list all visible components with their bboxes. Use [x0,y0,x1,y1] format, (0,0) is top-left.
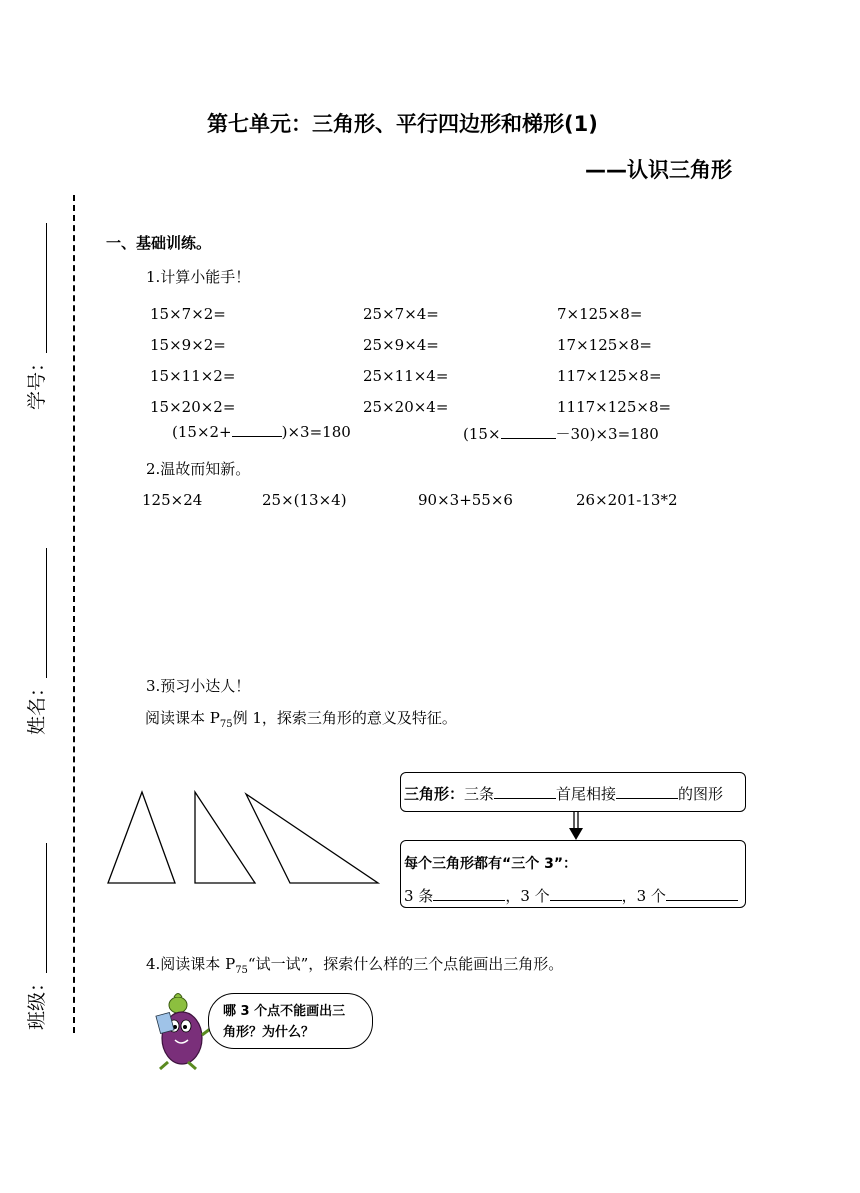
review-item: 90×3+55×6 [418,491,513,509]
calc-item: 15×11×2= [150,367,236,385]
class-label: 班级： [26,972,48,1030]
fill-in-equation-b: (15× －30)×3=180 [463,425,659,443]
student-id-line [30,223,47,353]
review-item: 125×24 [142,491,203,509]
question-1-label: 1.计算小能手！ [146,268,251,286]
acute-triangle [108,792,175,883]
student-id-label: 学号： [26,352,48,410]
calc-item: 25×20×4= [363,398,449,416]
calc-item: 25×11×4= [363,367,449,385]
calc-column-3 [557,299,671,423]
answer-blank[interactable] [666,888,738,901]
page-title: 第七单元：三角形、平行四边形和梯形(1) [207,112,598,136]
question-3-description: 阅读课本 $P_{75}$例 1，探索三角形的意义及特征。 [145,709,457,730]
answer-blank[interactable] [433,888,505,901]
calc-item: 25×9×4= [363,336,439,354]
question-3-label: 3.预习小达人！ [146,677,251,695]
calc-item: 15×20×2= [150,398,236,416]
student-id-field[interactable] [22,223,49,410]
review-item: 26×201-13*2 [576,491,678,509]
binding-line [73,195,75,1033]
answer-blank[interactable] [616,786,678,799]
calc-item: 15×9×2= [150,336,226,354]
calc-item: 7×125×8= [557,305,643,323]
definition-box: 三角形：三条 首尾相接 的图形 [400,772,746,812]
right-triangle [195,792,255,883]
student-name-line [30,548,47,678]
answer-blank[interactable] [232,424,282,437]
three-threes-box: 每个三角形都有“三个 3”： 3 条 ，3 个 ，3 个 [400,840,746,908]
obtuse-triangle [246,794,378,883]
answer-blank[interactable] [501,426,556,439]
class-field[interactable] [22,843,49,1030]
calc-column-2 [363,299,448,423]
review-item: 25×(13×4) [262,491,347,509]
calc-item: 1117×125×8= [557,398,672,416]
class-line [30,843,47,973]
question-4-label: 4.阅读课本 $P_{75}“$试一试”，探索什么样的三个点能画出三角形。 [146,955,564,976]
calc-item: 15×7×2= [150,305,226,323]
speech-bubble: 哪 3 个点不能画出三 角形？为什么？ [208,993,373,1049]
fill-in-equation-a: (15×2+ )×3=180 [172,423,351,441]
answer-blank[interactable] [494,786,556,799]
calc-item: 25×7×4= [363,305,439,323]
question-2-label: 2.温故而知新。 [146,460,251,478]
down-arrow-icon [566,811,586,841]
calc-item: 117×125×8= [557,367,662,385]
student-name-label: 姓名： [26,677,48,735]
calc-column-1 [150,299,235,423]
page-subtitle: ——认识三角形 [585,158,732,182]
student-name-field[interactable] [22,548,49,735]
triangles-figure [100,785,390,890]
answer-blank[interactable] [550,888,622,901]
calc-item: 17×125×8= [557,336,652,354]
section-heading: 一、基础训练。 [106,234,212,252]
